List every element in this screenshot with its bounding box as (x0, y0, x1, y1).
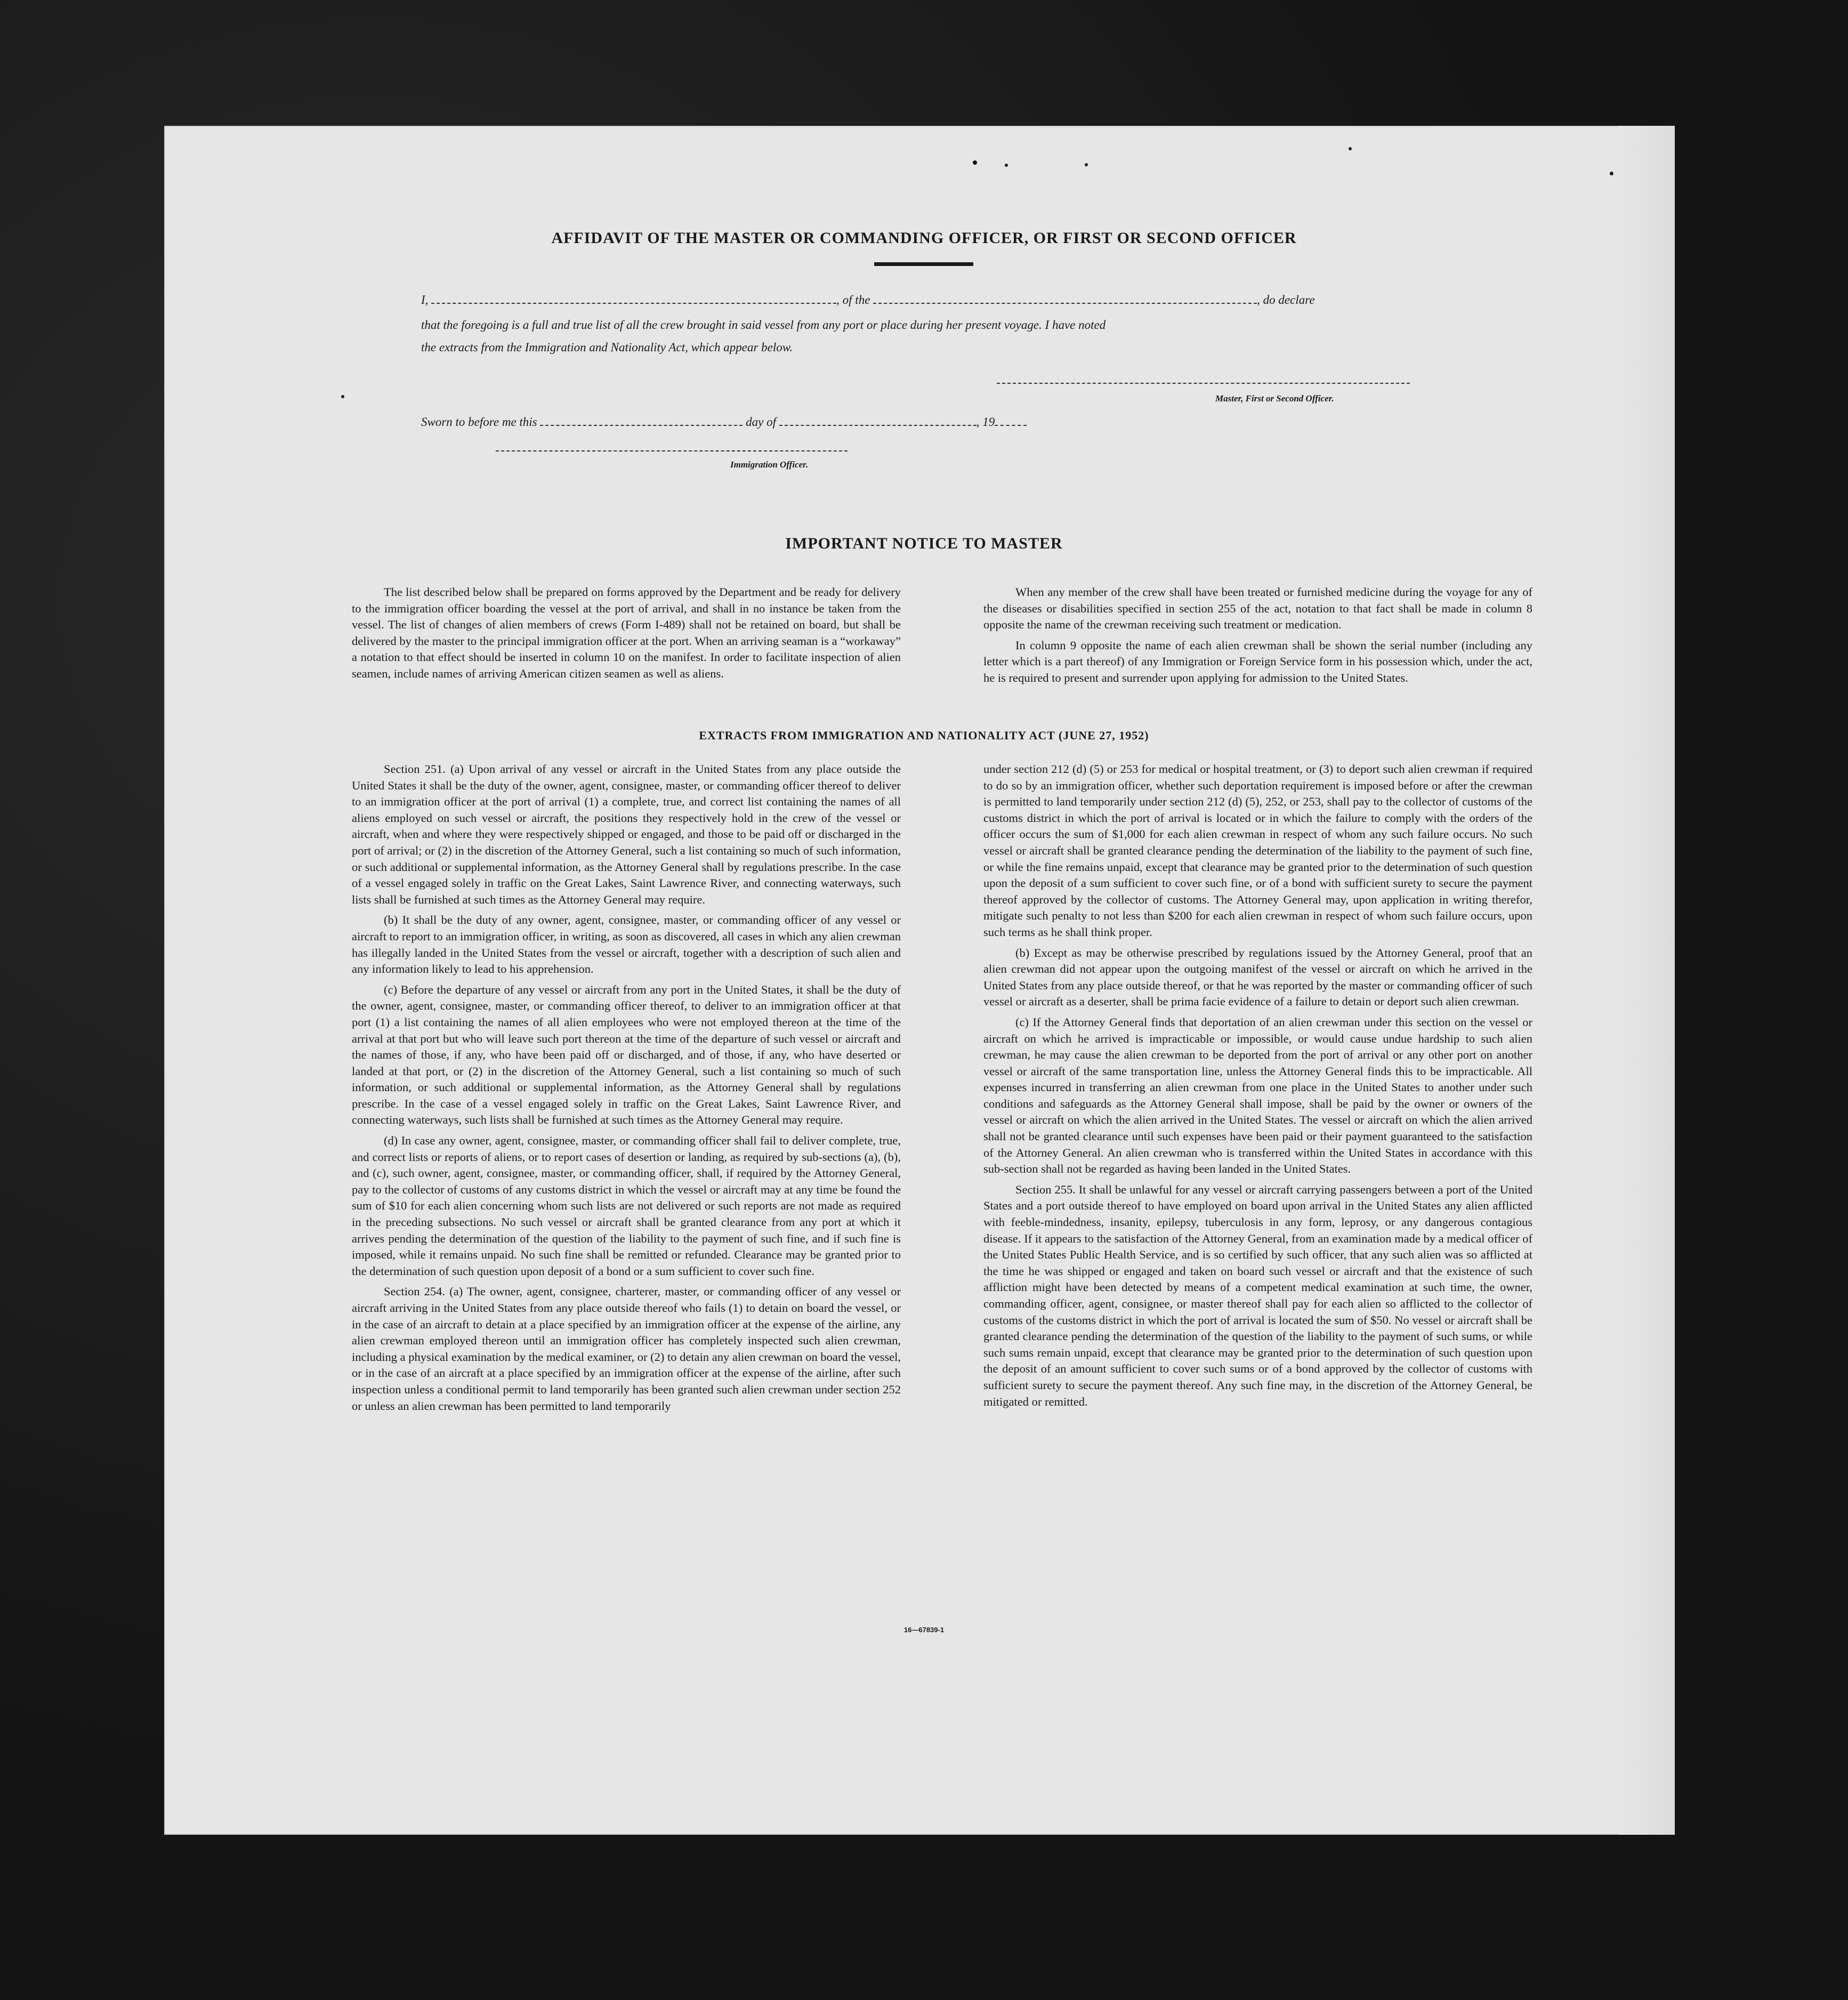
extract-paragraph: Section 251. (a) Upon arrival of any vessel or aircraft in the United States from any place outside the United States it shall be the duty of the owner, agent, consignee, master, or commanding officer thereof to deliver to an immigration officer at the port of arrival (1) a complete, true, and correct list containing the names of all aliens employed on such vessel or aircraft, the positions they respectively hold in the crew of the vessel or aircraft, when and where they were respectively shipped or engaged, and those to be paid off or discharged in the port of arrival; or (2) in the discretion of the Attorney General, such a list containing so much of such information, or such additional or supplemental information, as the Attorney General shall by regulations prescribe. In the case of a vessel engaged solely in traffic on the Great Lakes, Saint Lawrence River, and connecting waterways, such lists shall be furnished at such times as the Attorney General may require. (352, 762, 901, 906)
form-code: 16—67839-1 (903, 1626, 945, 1634)
extract-paragraph: (b) It shall be the duty of any owner, agent, consignee, master, or commanding officer of any vessel or aircraft to report to an immigration officer, in writing, as soon as discovered, all cases in which any alien crewman has illegally landed in the United States from the vessel or aircraft, together with a description of such alien and any information likely to lead to his apprehension. (352, 913, 901, 976)
title-rule (874, 262, 973, 266)
declaration-of-the: , of the (836, 293, 870, 307)
sworn-label: Sworn to before me this (421, 415, 537, 429)
extract-paragraph: Section 255. It shall be unlawful for any vessel or aircraft carrying passengers between a port of the United States and a port outside thereof to have employed on board upon arrival in the United States any alien afflicted with feeble-mindedness, insanity, epilepsy, tuberculosis in any form, leprosy, or any dangerous contagious disease. If it appears to the satisfaction of the Attorney General, from an examination made by a medical officer of the United States Public Health Service, and is so certified by such officer, that any such alien was so afflicted at the time he was shipped or engaged and taken on board such vessel or aircraft and that the existence of such affliction might have been detected by means of a competent medical examination at such time, the owner, commanding officer, agent, consignee, or master thereof shall pay for each alien so afflicted to the collector of customs of the customs district in which the port of arrival is located the sum of $50. No vessel or aircraft shall be granted clearance pending the determination of the question of the liability to the payment of such sums, or while such sums remain unpaid, except that clearance may be granted prior to the determination of such question upon the deposit of an amount sufficient to cover such sums or of a bond approved by the collector of customs with sufficient surety to secure the payment thereof. Any such fine may, in the discretion of the Attorney General, be mitigated or remitted. (983, 1182, 1532, 1408)
extract-paragraph: under section 212 (d) (5) or 253 for medical or hospital treatment, or (3) to deport such alien crewman if required to do so by an immigration officer, whether such deportation requirement is imposed before or after the crewman is permitted to land temporarily under section 212 (d) (5), 252, or 253, shall pay to the collector of customs of the customs district in which the port of arrival is located or in which the failure to comply with the orders of the officer occurs the sum of $1,000 for each alien crewman in respect of whom any such failure occurs. No such vessel or aircraft shall be granted clearance pending the determination of the liability to the payment of such fine, or while the fine remains unpaid, except that clearance may be granted prior to the determination of such question upon the deposit of a sum sufficient to cover such fine, or of a bond with sufficient surety to secure the payment thereof approved by the collector of customs. The Attorney General may, upon application in writing therefor, mitigate such penalty to not less than $200 for each alien crewman in respect of whom such failure occurs, upon such terms as he shall think proper. (983, 762, 1532, 939)
declaration-line-1 (421, 289, 1413, 311)
extracts-left-column (352, 761, 901, 1418)
sworn-line (421, 412, 1413, 433)
extract-paragraph: Section 254. (a) The owner, agent, consignee, charterer, master, or commanding officer of any vessel or aircraft arriving in the United States from any place outside thereof who fails (1) to detain on board the vessel, or in the case of an aircraft to detain at a place specified by an immigration officer at the expense of the airline, any alien crewman employed thereon until an immigration officer has completely inspected such alien crewman, including a physical examination by the medical examiner, or (2) to detain any alien crewman on board the vessel, or in the case of an aircraft at a place specified by an immigration officer at the expense of the airline, after such inspection unless a conditional permit to land temporarily has been granted such alien crewman under section 252 or unless an alien crewman has been permitted to land temporarily (352, 1285, 901, 1413)
scan-speck (973, 160, 977, 165)
day-of-label: day of (746, 415, 776, 429)
declaration-line-3: the extracts from the Immigration and Nationality Act, which appear below. (421, 341, 793, 354)
vessel-fill-line[interactable] (873, 293, 1257, 304)
extract-paragraph: (c) Before the departure of any vessel or aircraft from any port in the United States, it shall be the duty of the owner, agent, consignee, master, or commanding officer thereof, to deliver to an immigration officer at that port (1) a list containing the names of all alien employees who were not employed thereon at the time of the arrival at that port but who will leave such port thereon at the time of the departure of such vessel or aircraft and the names of those, if any, who have been paid off or discharged, and of those, if any, who have deserted or landed at that port, or (2) in the discretion of the Attorney General, such a list containing so much of such information, or such additional or supplemental information, as the Attorney General shall by regulations prescribe. In the case of a vessel engaged solely in traffic on the Great Lakes, Saint Lawrence River, and connecting waterways, such lists shall be furnished at such times as the Attorney General may require. (352, 982, 901, 1127)
extracts-right-column (983, 761, 1532, 1414)
sworn-year-fill-line[interactable] (995, 415, 1027, 426)
page-right-edge (1618, 126, 1675, 1835)
notice-paragraph: The list described below shall be prepared on forms approved by the Department and be ready for delivery to the immigration officer boarding the vessel at the port of arrival, and shall in no instance be taken from the vessel. The list of changes of alien members of crews (Form I-489) shall not be retained on board, but shall be delivered by the master to the principal immigration officer at the port. When an arriving seaman is a “workaway” a notation to that effect should be inserted in column 10 on the manifest. In order to facilitate inspection of alien seamen, include names of arriving American citizen seamen as well as aliens. (352, 585, 901, 680)
sworn-day-fill-line[interactable] (540, 415, 743, 426)
affidavit-title: AFFIDAVIT OF THE MASTER OR COMMANDING OFFICER, OR FIRST OR SECOND OFFICER (551, 229, 1297, 247)
sworn-month-fill-line[interactable] (779, 415, 977, 426)
declaration-line-2: that the foregoing is a full and true list of all the crew brought in said vessel from any port or place during her present voyage. I have noted (421, 318, 1106, 332)
name-fill-line[interactable] (431, 293, 836, 304)
notice-paragraph: In column 9 opposite the name of each alien crewman shall be shown the serial number (including any letter which is a part thereof) of any Immigration or Foreign Service form in his possession which, under the act, he is required to present and surrender upon applying for admission to the United States. (983, 638, 1532, 684)
officer-signature-label: Immigration Officer. (730, 459, 809, 470)
scan-speck (1085, 163, 1088, 166)
declaration-i: I, (421, 293, 429, 307)
notice-title: IMPORTANT NOTICE TO MASTER (785, 535, 1063, 552)
year-prefix-label: , 19 (976, 415, 995, 429)
declaration-do-declare: , do declare (1257, 293, 1315, 307)
scan-speck (1610, 172, 1613, 175)
notice-paragraph: When any member of the crew shall have been treated or furnished medicine during the voyage for any of the diseases or disabilities specified in section 255 of the act, notation to that fact shall be made in column 8 opposite the name of the crewman receiving such treatment or medication. (983, 585, 1532, 632)
extract-paragraph: (d) In case any owner, agent, consignee, master, or commanding officer shall fail to deliver complete, true, and correct lists or reports of aliens, or to report cases of desertion or landing, as required by sub-sections (a), (b), and (c), such owner, agent, consignee, master, or commanding officer, shall, if required by the Attorney General, pay to the collector of customs of any customs district in which the vessel or aircraft may at any time be found the sum of $10 for each alien concerning whom such lists are not delivered or such reports are not made as required in the preceding subsections. No such vessel or aircraft shall be granted clearance from any port at which it arrives pending the determination of the question of the liability to the payment of such fine, and if such fine is imposed, while it remains unpaid. No such fine shall be remitted or refunded. Clearance may be granted prior to the determination of such question upon deposit of a bond or a sum sufficient to cover such fine. (352, 1134, 901, 1278)
extracts-title: EXTRACTS FROM IMMIGRATION AND NATIONALITY ACT (JUNE 27, 1952) (699, 729, 1149, 742)
scan-speck (1005, 164, 1008, 167)
officer-signature-line[interactable] (496, 450, 848, 451)
notice-right-column (983, 584, 1532, 691)
notice-left-column (352, 584, 901, 687)
master-signature-line[interactable] (997, 383, 1410, 384)
scan-speck (1349, 147, 1352, 150)
scan-speck (341, 395, 344, 398)
extract-paragraph: (b) Except as may be otherwise prescribed by regulations issued by the Attorney General, proof that an alien crewman did not appear upon the outgoing manifest of the vessel or aircraft on which he arrived in the United States from any place outside thereof, or that he was reported by the master or commanding officer of such vessel or aircraft as a deserter, shall be prima facie evidence of a failure to detain or deport such alien crewman. (983, 946, 1532, 1009)
extract-paragraph: (c) If the Attorney General finds that deportation of an alien crewman under this section on the vessel or aircraft on which he arrived is impracticable or impossible, or would cause undue hardship to such alien crewman, he may cause the alien crewman to be deported from the port of arrival or any other port on another vessel or aircraft of the same transportation line, unless the Attorney General finds this to be impracticable. All expenses incurred in transferring an alien crewman from one place in the United States to another under such conditions and safeguards as the Attorney General shall impose, shall be paid by the owner or owners of the vessel or aircraft on which the alien arrived in the United States. The vessel or aircraft on which the alien arrived shall not be granted clearance until such expenses have been paid or their payment guaranteed to the satisfaction of the Attorney General. An alien crewman who is transferred within the United States in accordance with this sub-section shall not be regarded as having been landed in the United States. (983, 1015, 1532, 1176)
master-signature-label: Master, First or Second Officer. (1215, 393, 1334, 404)
